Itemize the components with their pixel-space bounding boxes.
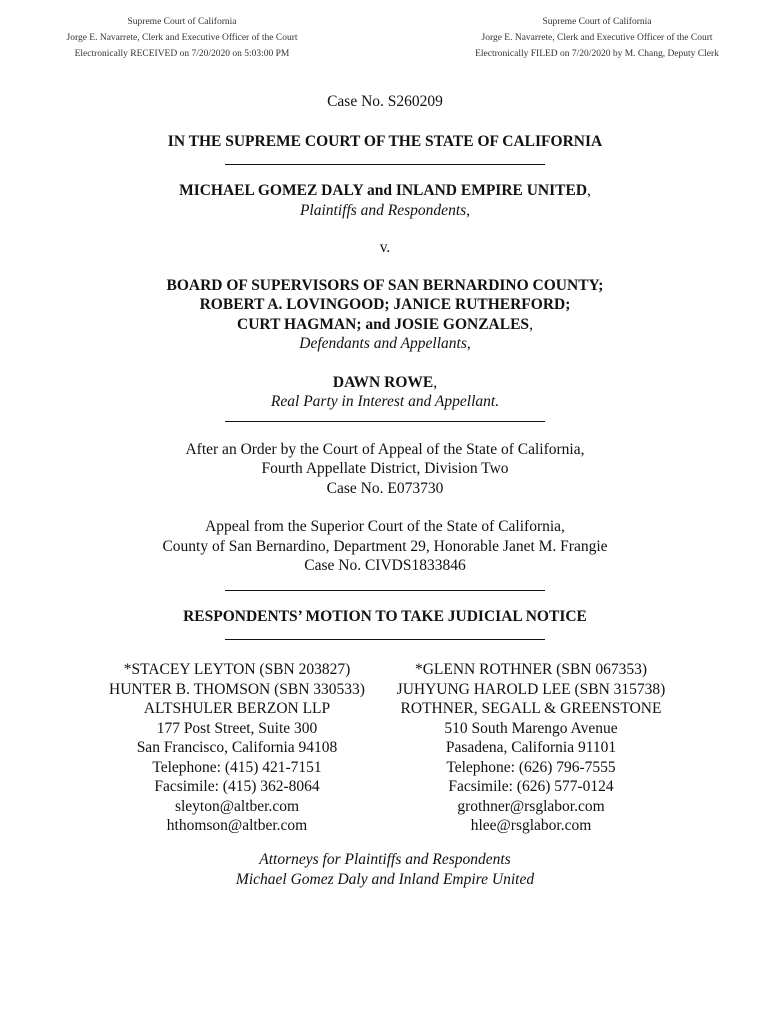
stamp-court-name: Supreme Court of California — [542, 17, 652, 27]
counsel-line: 510 South Marengo Avenue — [444, 719, 618, 737]
counsel-left — [87, 660, 387, 836]
counsel-line: *STACEY LEYTON (SBN 203827) — [123, 661, 351, 678]
stamp-received-date: Electronically RECEIVED on 7/20/2020 on 5:03:00 PM — [74, 49, 290, 59]
after-order-line-1: After an Order by the Court of Appeal of the State of California, — [185, 440, 585, 458]
court-title: IN THE SUPREME COURT OF THE STATE OF CALIFORNIA — [167, 132, 603, 150]
counsel-line: Pasadena, California 91101 — [445, 739, 617, 756]
counsel-line: Telephone: (415) 421-7151 — [152, 758, 322, 776]
counsel-right — [381, 660, 681, 836]
attorneys-for-line-2: Michael Gomez Daly and Inland Empire United — [235, 870, 535, 888]
counsel-line: San Francisco, California 94108 — [136, 739, 338, 756]
stamp-court-name: Supreme Court of California — [127, 17, 237, 27]
appeal-line-2: County of San Bernardino, Department 29, Honorable Janet M. Frangie — [162, 537, 608, 555]
counsel-line: sleyton@altber.com — [174, 797, 300, 815]
counsel-line: Facsimile: (415) 362-8064 — [154, 778, 320, 795]
plaintiff-names: MICHAEL GOMEZ DALY and INLAND EMPIRE UNITED — [179, 182, 588, 199]
divider — [225, 590, 545, 591]
counsel-line: hthomson@altber.com — [166, 817, 308, 834]
defendants-role: Defendants and Appellants — [299, 335, 467, 352]
attorneys-for-line-1: Attorneys for Plaintiffs and Respondents — [259, 851, 511, 868]
stamp-clerk: Jorge E. Navarrete, Clerk and Executive Officer of the Court — [66, 33, 298, 43]
counsel-line: ROTHNER, SEGALL & GREENSTONE — [400, 700, 662, 717]
defendants-line-1: BOARD OF SUPERVISORS OF SAN BERNARDINO COUNTY; — [166, 276, 604, 294]
counsel-line: Telephone: (626) 796-7555 — [446, 758, 616, 776]
counsel-line: JUHYUNG HAROLD LEE (SBN 315738) — [396, 680, 666, 698]
counsel-line: hlee@rsglabor.com — [470, 817, 592, 834]
plaintiff-role: Plaintiffs and Respondents — [299, 201, 467, 219]
counsel-line: 177 Post Street, Suite 300 — [156, 719, 318, 737]
counsel-line: Facsimile: (626) 577-0124 — [448, 778, 614, 795]
filed-stamp — [437, 14, 757, 62]
case-number: Case No. S260209 — [327, 93, 443, 110]
stamp-filed-date: Electronically FILED on 7/20/2020 by M. Chang, Deputy Clerk — [475, 49, 719, 59]
divider — [225, 639, 545, 640]
stamp-clerk: Jorge E. Navarrete, Clerk and Executive Officer of the Court — [481, 33, 713, 43]
after-order-case-number: Case No. E073730 — [326, 479, 444, 497]
versus: v. — [379, 239, 391, 256]
after-order — [60, 440, 710, 499]
plaintiffs: MICHAEL GOMEZ DALY and INLAND EMPIRE UNITED, Plaintiffs and Respondents, — [179, 182, 591, 219]
real-party-name: DAWN ROWE — [332, 373, 434, 391]
counsel-line: ALTSHULER BERZON LLP — [143, 700, 331, 717]
appeal-from — [60, 517, 710, 576]
defendants-line-3: CURT HAGMAN; and JOSIE GONZALES — [237, 315, 530, 333]
attorneys-for — [60, 850, 710, 889]
defendants-line-2: ROBERT A. LOVINGOOD; JANICE RUTHERFORD; — [199, 296, 571, 313]
appeal-line-1: Appeal from the Superior Court of the State of California, — [205, 518, 565, 535]
real-party-role: Real Party in Interest and Appellant. — [270, 393, 500, 410]
motion-title: RESPONDENTS’ MOTION TO TAKE JUDICIAL NOTICE — [183, 607, 587, 625]
real-party: DAWN ROWE, Real Party in Interest and Appellant. — [270, 373, 500, 410]
counsel-line: *GLENN ROTHNER (SBN 067353) — [414, 661, 648, 678]
defendants: BOARD OF SUPERVISORS OF SAN BERNARDINO COUNTY; ROBERT A. LOVINGOOD; JANICE RUTHERFORD; CURT HAGMAN; and JOSIE GONZALES, Defendants and Appellants, — [166, 276, 604, 352]
divider — [225, 164, 545, 165]
after-order-line-2: Fourth Appellate District, Division Two — [261, 460, 509, 477]
counsel-line: grothner@rsglabor.com — [457, 797, 605, 815]
appeal-case-number: Case No. CIVDS1833846 — [304, 557, 466, 574]
counsel-block — [60, 660, 710, 832]
counsel-line: HUNTER B. THOMSON (SBN 330533) — [109, 680, 365, 698]
cover-page — [60, 92, 710, 905]
divider — [225, 421, 545, 422]
received-stamp — [22, 14, 342, 62]
